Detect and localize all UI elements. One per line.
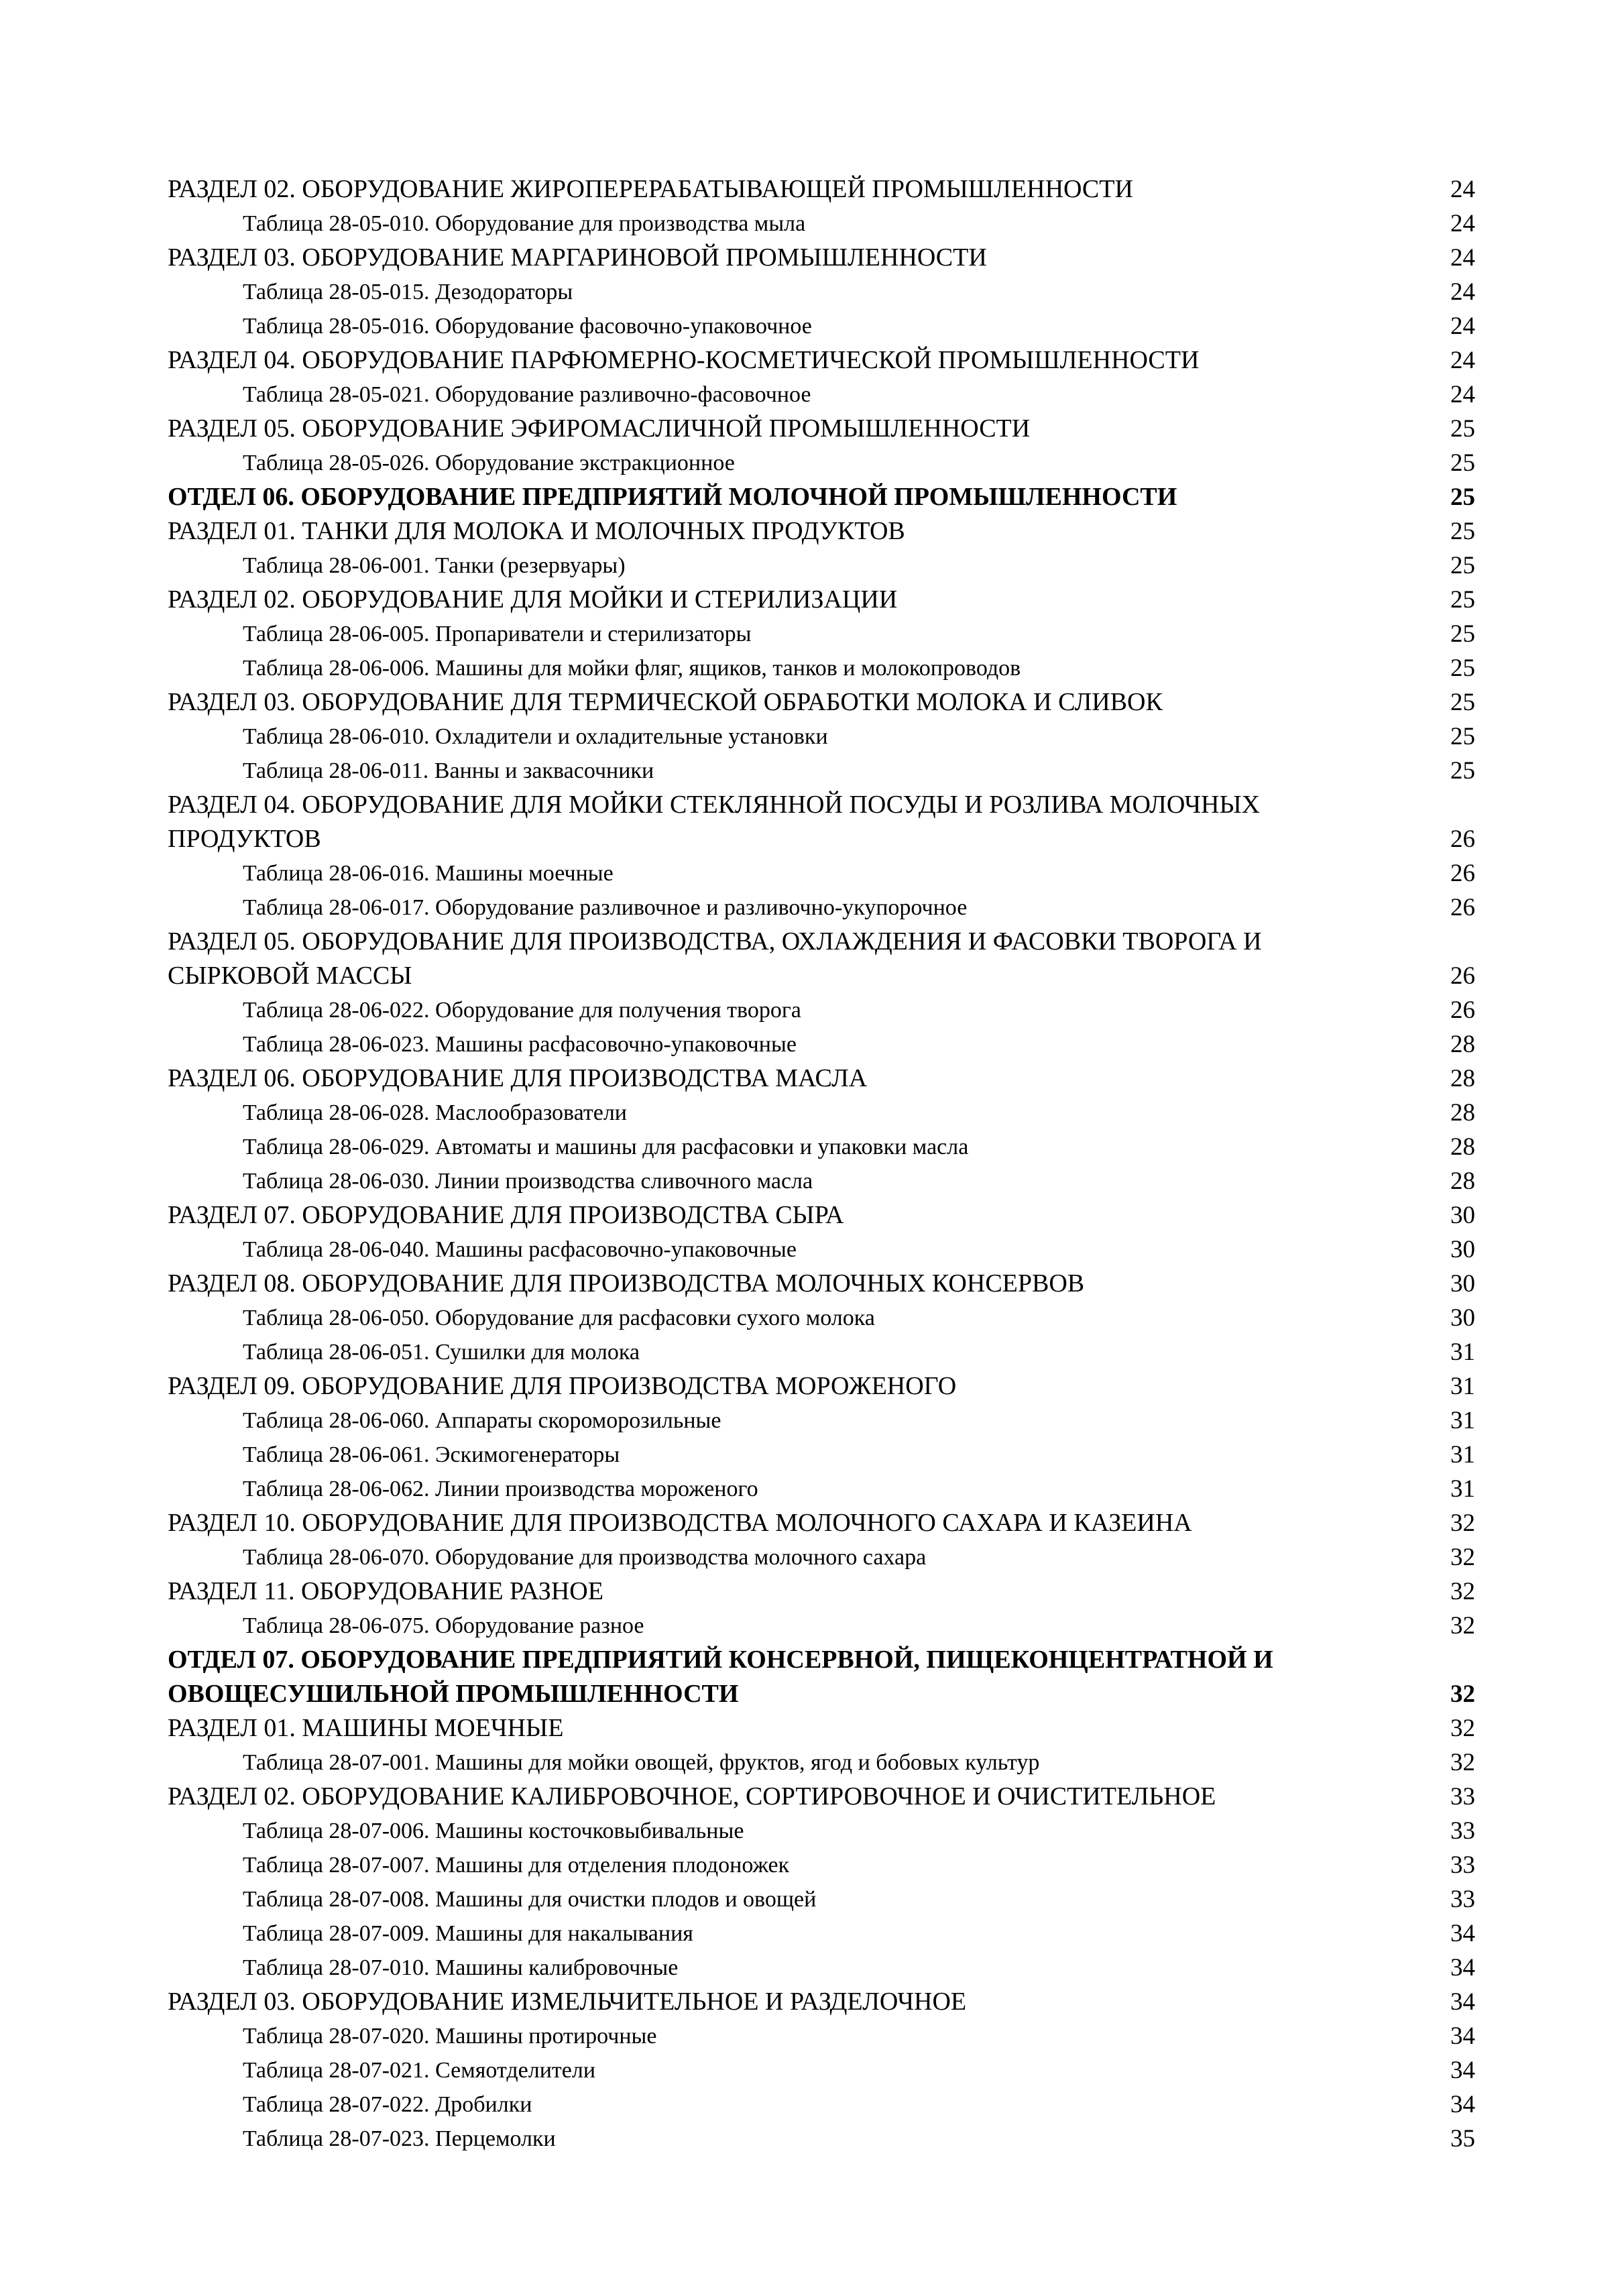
toc-entry-table [168,856,1475,891]
toc-entry-title: Таблица 28-05-026. Оборудование экстракционное [243,451,735,475]
toc-page-number: 24 [1450,347,1475,374]
toc-entry-title: Таблица 28-07-006. Машины косточковыбивальные [243,1819,744,1843]
toc-entry-razdel [168,583,1475,617]
toc-entry-razdel [168,1267,1475,1301]
toc-page-number: 25 [1450,723,1475,750]
toc-entry-razdel [168,1061,1475,1096]
toc-page-number: 34 [1450,2022,1475,2050]
toc-entry-title: Таблица 28-06-060. Аппараты скороморозильные [243,1408,721,1433]
toc-entry-title: РАЗДЕЛ 06. ОБОРУДОВАНИЕ ДЛЯ ПРОИЗВОДСТВА МАСЛА [168,1064,868,1092]
toc-entry-title: Таблица 28-06-030. Линии производства сливочного масла [243,1169,813,1194]
toc-entry-title: РАЗДЕЛ 07. ОБОРУДОВАНИЕ ДЛЯ ПРОИЗВОДСТВА СЫРА [168,1201,844,1229]
toc-page-number: 25 [1450,449,1475,477]
toc-entry-title: РАЗДЕЛ 01. МАШИНЫ МОЕЧНЫЕ [168,1714,564,1742]
toc-entry-table [168,993,1475,1027]
toc-page-number: 31 [1450,1373,1475,1400]
table-of-contents [168,172,1475,2156]
toc-entry-title: Таблица 28-06-028. Маслообразователи [243,1100,627,1125]
toc-entry-razdel [168,1369,1475,1403]
toc-entry-title: РАЗДЕЛ 05. ОБОРУДОВАНИЕ ДЛЯ ПРОИЗВОДСТВА, ОХЛАЖДЕНИЯ И ФАСОВКИ ТВОРОГА И СЫРКОВОЙ МАССЫ [168,927,1262,990]
toc-page-number: 34 [1450,1920,1475,1947]
toc-entry-title: Таблица 28-05-021. Оборудование разливочно-фасовочное [243,382,811,407]
toc-page-number: 32 [1450,1544,1475,1571]
toc-entry-title: Таблица 28-06-011. Ванны и заквасочники [243,758,654,783]
toc-entry-table [168,275,1475,309]
toc-entry-table [168,1301,1475,1335]
toc-entry-title: Таблица 28-06-016. Машины моечные [243,861,614,886]
toc-entry-title: Таблица 28-06-006. Машины для мойки фляг, ящиков, танков и молокопроводов [243,656,1021,681]
toc-page-number: 24 [1450,381,1475,408]
toc-entry-razdel [168,1574,1475,1609]
toc-page-number: 24 [1450,244,1475,272]
toc-entry-table [168,1609,1475,1643]
toc-entry-table [168,1164,1475,1198]
toc-entry-title: Таблица 28-05-015. Дезодораторы [243,280,573,304]
toc-entry-title: РАЗДЕЛ 03. ОБОРУДОВАНИЕ ДЛЯ ТЕРМИЧЕСКОЙ ОБРАБОТКИ МОЛОКА И СЛИВОК [168,688,1163,716]
toc-entry-table [168,1540,1475,1574]
toc-page-number: 24 [1450,176,1475,203]
toc-entry-table [168,2122,1475,2156]
toc-page-number: 33 [1450,1817,1475,1845]
toc-page-number: 34 [1450,1988,1475,2016]
toc-page-number: 32 [1450,1578,1475,1605]
toc-entry-title: РАЗДЕЛ 10. ОБОРУДОВАНИЕ ДЛЯ ПРОИЗВОДСТВА МОЛОЧНОГО САХАРА И КАЗЕИНА [168,1509,1192,1537]
toc-entry-razdel [168,788,1475,856]
toc-entry-table [168,2087,1475,2122]
toc-entry-title: Таблица 28-05-010. Оборудование для производства мыла [243,211,806,236]
toc-entry-title: Таблица 28-06-005. Пропариватели и стерилизаторы [243,622,752,646]
toc-page-number: 25 [1450,552,1475,579]
toc-page-number: 25 [1450,654,1475,682]
toc-entry-title: Таблица 28-06-070. Оборудование для производства молочного сахара [243,1545,927,1570]
toc-entry-title: РАЗДЕЛ 04. ОБОРУДОВАНИЕ ДЛЯ МОЙКИ СТЕКЛЯННОЙ ПОСУДЫ И РОЗЛИВА МОЛОЧНЫХ ПРОДУКТОВ [168,791,1261,853]
toc-entry-table [168,549,1475,583]
toc-entry-table [168,754,1475,788]
toc-page-number: 25 [1450,689,1475,716]
toc-entry-title: Таблица 28-06-051. Сушилки для молока [243,1340,640,1365]
toc-entry-razdel [168,412,1475,446]
toc-entry-title: Таблица 28-06-023. Машины расфасовочно-упаковочные [243,1032,797,1057]
toc-entry-title: Таблица 28-06-029. Автоматы и машины для расфасовки и упаковки масла [243,1135,969,1159]
toc-page-number: 25 [1450,415,1475,443]
toc-entry-title: Таблица 28-07-023. Перцемолки [243,2126,556,2151]
toc-page-number: 30 [1450,1304,1475,1332]
toc-entry-title: Таблица 28-07-022. Дробилки [243,2092,532,2117]
toc-page-number: 28 [1450,1065,1475,1092]
toc-page-number: 32 [1450,1715,1475,1742]
toc-entry-title: Таблица 28-06-050. Оборудование для расфасовки сухого молока [243,1306,875,1330]
toc-entry-title: РАЗДЕЛ 04. ОБОРУДОВАНИЕ ПАРФЮМЕРНО-КОСМЕТИЧЕСКОЙ ПРОМЫШЛЕННОСТИ [168,346,1200,374]
toc-page-number: 31 [1450,1441,1475,1469]
toc-page-number: 25 [1450,757,1475,785]
toc-entry-title: Таблица 28-07-009. Машины для накалывания [243,1921,693,1946]
toc-page-number: 24 [1450,312,1475,340]
toc-page-number: 34 [1450,1954,1475,1982]
toc-entry-table [168,1951,1475,1985]
toc-entry-title: РАЗДЕЛ 02. ОБОРУДОВАНИЕ КАЛИБРОВОЧНОЕ, СОРТИРОВОЧНОЕ И ОЧИСТИТЕЛЬНОЕ [168,1782,1216,1811]
toc-entry-table [168,1335,1475,1369]
toc-entry-title: РАЗДЕЛ 02. ОБОРУДОВАНИЕ ДЛЯ МОЙКИ И СТЕРИЛИЗАЦИИ [168,585,898,614]
toc-entry-razdel [168,1985,1475,2019]
toc-page-number: 31 [1450,1338,1475,1366]
toc-entry-razdel [168,172,1475,207]
toc-entry-razdel [168,685,1475,720]
toc-entry-title: ОТДЕЛ 06. ОБОРУДОВАНИЕ ПРЕДПРИЯТИЙ МОЛОЧНОЙ ПРОМЫШЛЕННОСТИ [168,483,1177,511]
toc-page-number: 30 [1450,1270,1475,1298]
toc-page-number: 25 [1450,518,1475,545]
toc-entry-title: РАЗДЕЛ 03. ОБОРУДОВАНИЕ МАРГАРИНОВОЙ ПРОМЫШЛЕННОСТИ [168,243,987,272]
toc-entry-title: РАЗДЕЛ 01. ТАНКИ ДЛЯ МОЛОКА И МОЛОЧНЫХ ПРОДУКТОВ [168,517,905,545]
toc-entry-title: Таблица 28-06-017. Оборудование разливочное и разливочно-укупорочное [243,895,968,920]
toc-page-number: 24 [1450,278,1475,306]
toc-entry-table [168,309,1475,343]
toc-page-number: 26 [1450,825,1475,853]
toc-page-number: 28 [1450,1133,1475,1161]
toc-page-number: 28 [1450,1099,1475,1127]
toc-entry-title: Таблица 28-06-075. Оборудование разное [243,1613,644,1638]
toc-entry-table [168,1472,1475,1506]
toc-entry-table [168,1096,1475,1130]
toc-entry-title: ОТДЕЛ 07. ОБОРУДОВАНИЕ ПРЕДПРИЯТИЙ КОНСЕРВНОЙ, ПИЩЕКОНЦЕНТРАТНОЙ И ОВОЩЕСУШИЛЬНОЙ ПРОМЫШЛЕННОСТИ [168,1646,1273,1708]
toc-entry-razdel [168,241,1475,275]
toc-entry-table [168,720,1475,754]
toc-entry-title: Таблица 28-07-007. Машины для отделения плодоножек [243,1853,790,1878]
toc-entry-table [168,1848,1475,1882]
toc-entry-title: Таблица 28-06-001. Танки (резервуары) [243,553,626,578]
toc-entry-razdel [168,1711,1475,1745]
toc-page-number: 28 [1450,1031,1475,1058]
toc-entry-table [168,617,1475,651]
toc-entry-razdel [168,1506,1475,1540]
toc-entry-table [168,1403,1475,1438]
toc-entry-title: Таблица 28-07-021. Семяотделители [243,2058,596,2083]
toc-entry-title: РАЗДЕЛ 09. ОБОРУДОВАНИЕ ДЛЯ ПРОИЗВОДСТВА МОРОЖЕНОГО [168,1372,957,1400]
toc-entry-table [168,1814,1475,1848]
toc-entry-table [168,1438,1475,1472]
toc-entry-table [168,2019,1475,2053]
toc-entry-title: Таблица 28-05-016. Оборудование фасовочно-упаковочное [243,314,812,339]
toc-page-number: 33 [1450,1851,1475,1879]
toc-entry-table [168,1882,1475,1916]
toc-page-number: 32 [1450,1612,1475,1640]
toc-page-number: 25 [1450,586,1475,614]
toc-page-number: 35 [1450,2125,1475,2152]
toc-entry-table [168,651,1475,685]
toc-entry-title: Таблица 28-07-020. Машины протирочные [243,2024,657,2049]
toc-entry-title: Таблица 28-06-062. Линии производства мороженого [243,1477,758,1501]
toc-entry-razdel [168,925,1475,993]
toc-page-number: 28 [1450,1167,1475,1195]
toc-entry-table [168,1745,1475,1780]
toc-entry-table [168,446,1475,480]
toc-page-number: 31 [1450,1475,1475,1503]
toc-entry-table [168,1027,1475,1061]
toc-entry-table [168,1232,1475,1267]
toc-entry-title: Таблица 28-06-022. Оборудование для получения творога [243,998,801,1023]
toc-entry-title: РАЗДЕЛ 02. ОБОРУДОВАНИЕ ЖИРОПЕРЕРАБАТЫВАЮЩЕЙ ПРОМЫШЛЕННОСТИ [168,175,1133,203]
toc-page-number: 25 [1450,620,1475,648]
toc-page-number: 32 [1450,1749,1475,1776]
toc-page-number: 26 [1450,860,1475,887]
toc-entry-title: Таблица 28-06-061. Эскимогенераторы [243,1442,620,1467]
toc-entry-table [168,1130,1475,1164]
toc-entry-razdel [168,1780,1475,1814]
toc-page-number: 31 [1450,1407,1475,1434]
toc-entry-title: РАЗДЕЛ 08. ОБОРУДОВАНИЕ ДЛЯ ПРОИЗВОДСТВА МОЛОЧНЫХ КОНСЕРВОВ [168,1269,1085,1298]
toc-entry-otdel [168,1643,1475,1711]
toc-entry-title: Таблица 28-07-001. Машины для мойки овощей, фруктов, ягод и бобовых культур [243,1750,1040,1775]
toc-entry-title: Таблица 28-06-010. Охладители и охладительные установки [243,724,828,749]
toc-page-number: 33 [1450,1886,1475,1913]
toc-page-number: 34 [1450,2057,1475,2084]
toc-page-number: 30 [1450,1236,1475,1263]
toc-entry-otdel [168,480,1475,514]
toc-page-number: 30 [1450,1202,1475,1229]
toc-entry-table [168,207,1475,241]
toc-entry-razdel [168,514,1475,549]
toc-entry-title: Таблица 28-07-008. Машины для очистки плодов и овощей [243,1887,817,1912]
toc-entry-table [168,891,1475,925]
toc-page-number: 32 [1450,1509,1475,1537]
toc-entry-title: РАЗДЕЛ 05. ОБОРУДОВАНИЕ ЭФИРОМАСЛИЧНОЙ ПРОМЫШЛЕННОСТИ [168,414,1031,443]
toc-entry-table [168,378,1475,412]
toc-page-number: 26 [1450,996,1475,1024]
toc-page-number: 24 [1450,210,1475,237]
toc-page-number: 33 [1450,1783,1475,1811]
toc-entry-table [168,1916,1475,1951]
toc-entry-title: Таблица 28-06-040. Машины расфасовочно-упаковочные [243,1237,797,1262]
toc-entry-title: РАЗДЕЛ 03. ОБОРУДОВАНИЕ ИЗМЕЛЬЧИТЕЛЬНОЕ И РАЗДЕЛОЧНОЕ [168,1988,967,2016]
toc-page-number: 26 [1450,962,1475,990]
toc-page-number: 26 [1450,894,1475,921]
toc-page-number: 34 [1450,2091,1475,2118]
toc-entry-razdel [168,1198,1475,1232]
toc-page-number: 32 [1450,1680,1475,1708]
toc-page-number: 25 [1450,483,1475,511]
toc-entry-table [168,2053,1475,2087]
toc-entry-razdel [168,343,1475,378]
toc-entry-title: РАЗДЕЛ 11. ОБОРУДОВАНИЕ РАЗНОЕ [168,1577,603,1605]
toc-entry-title: Таблица 28-07-010. Машины калибровочные [243,1955,679,1980]
